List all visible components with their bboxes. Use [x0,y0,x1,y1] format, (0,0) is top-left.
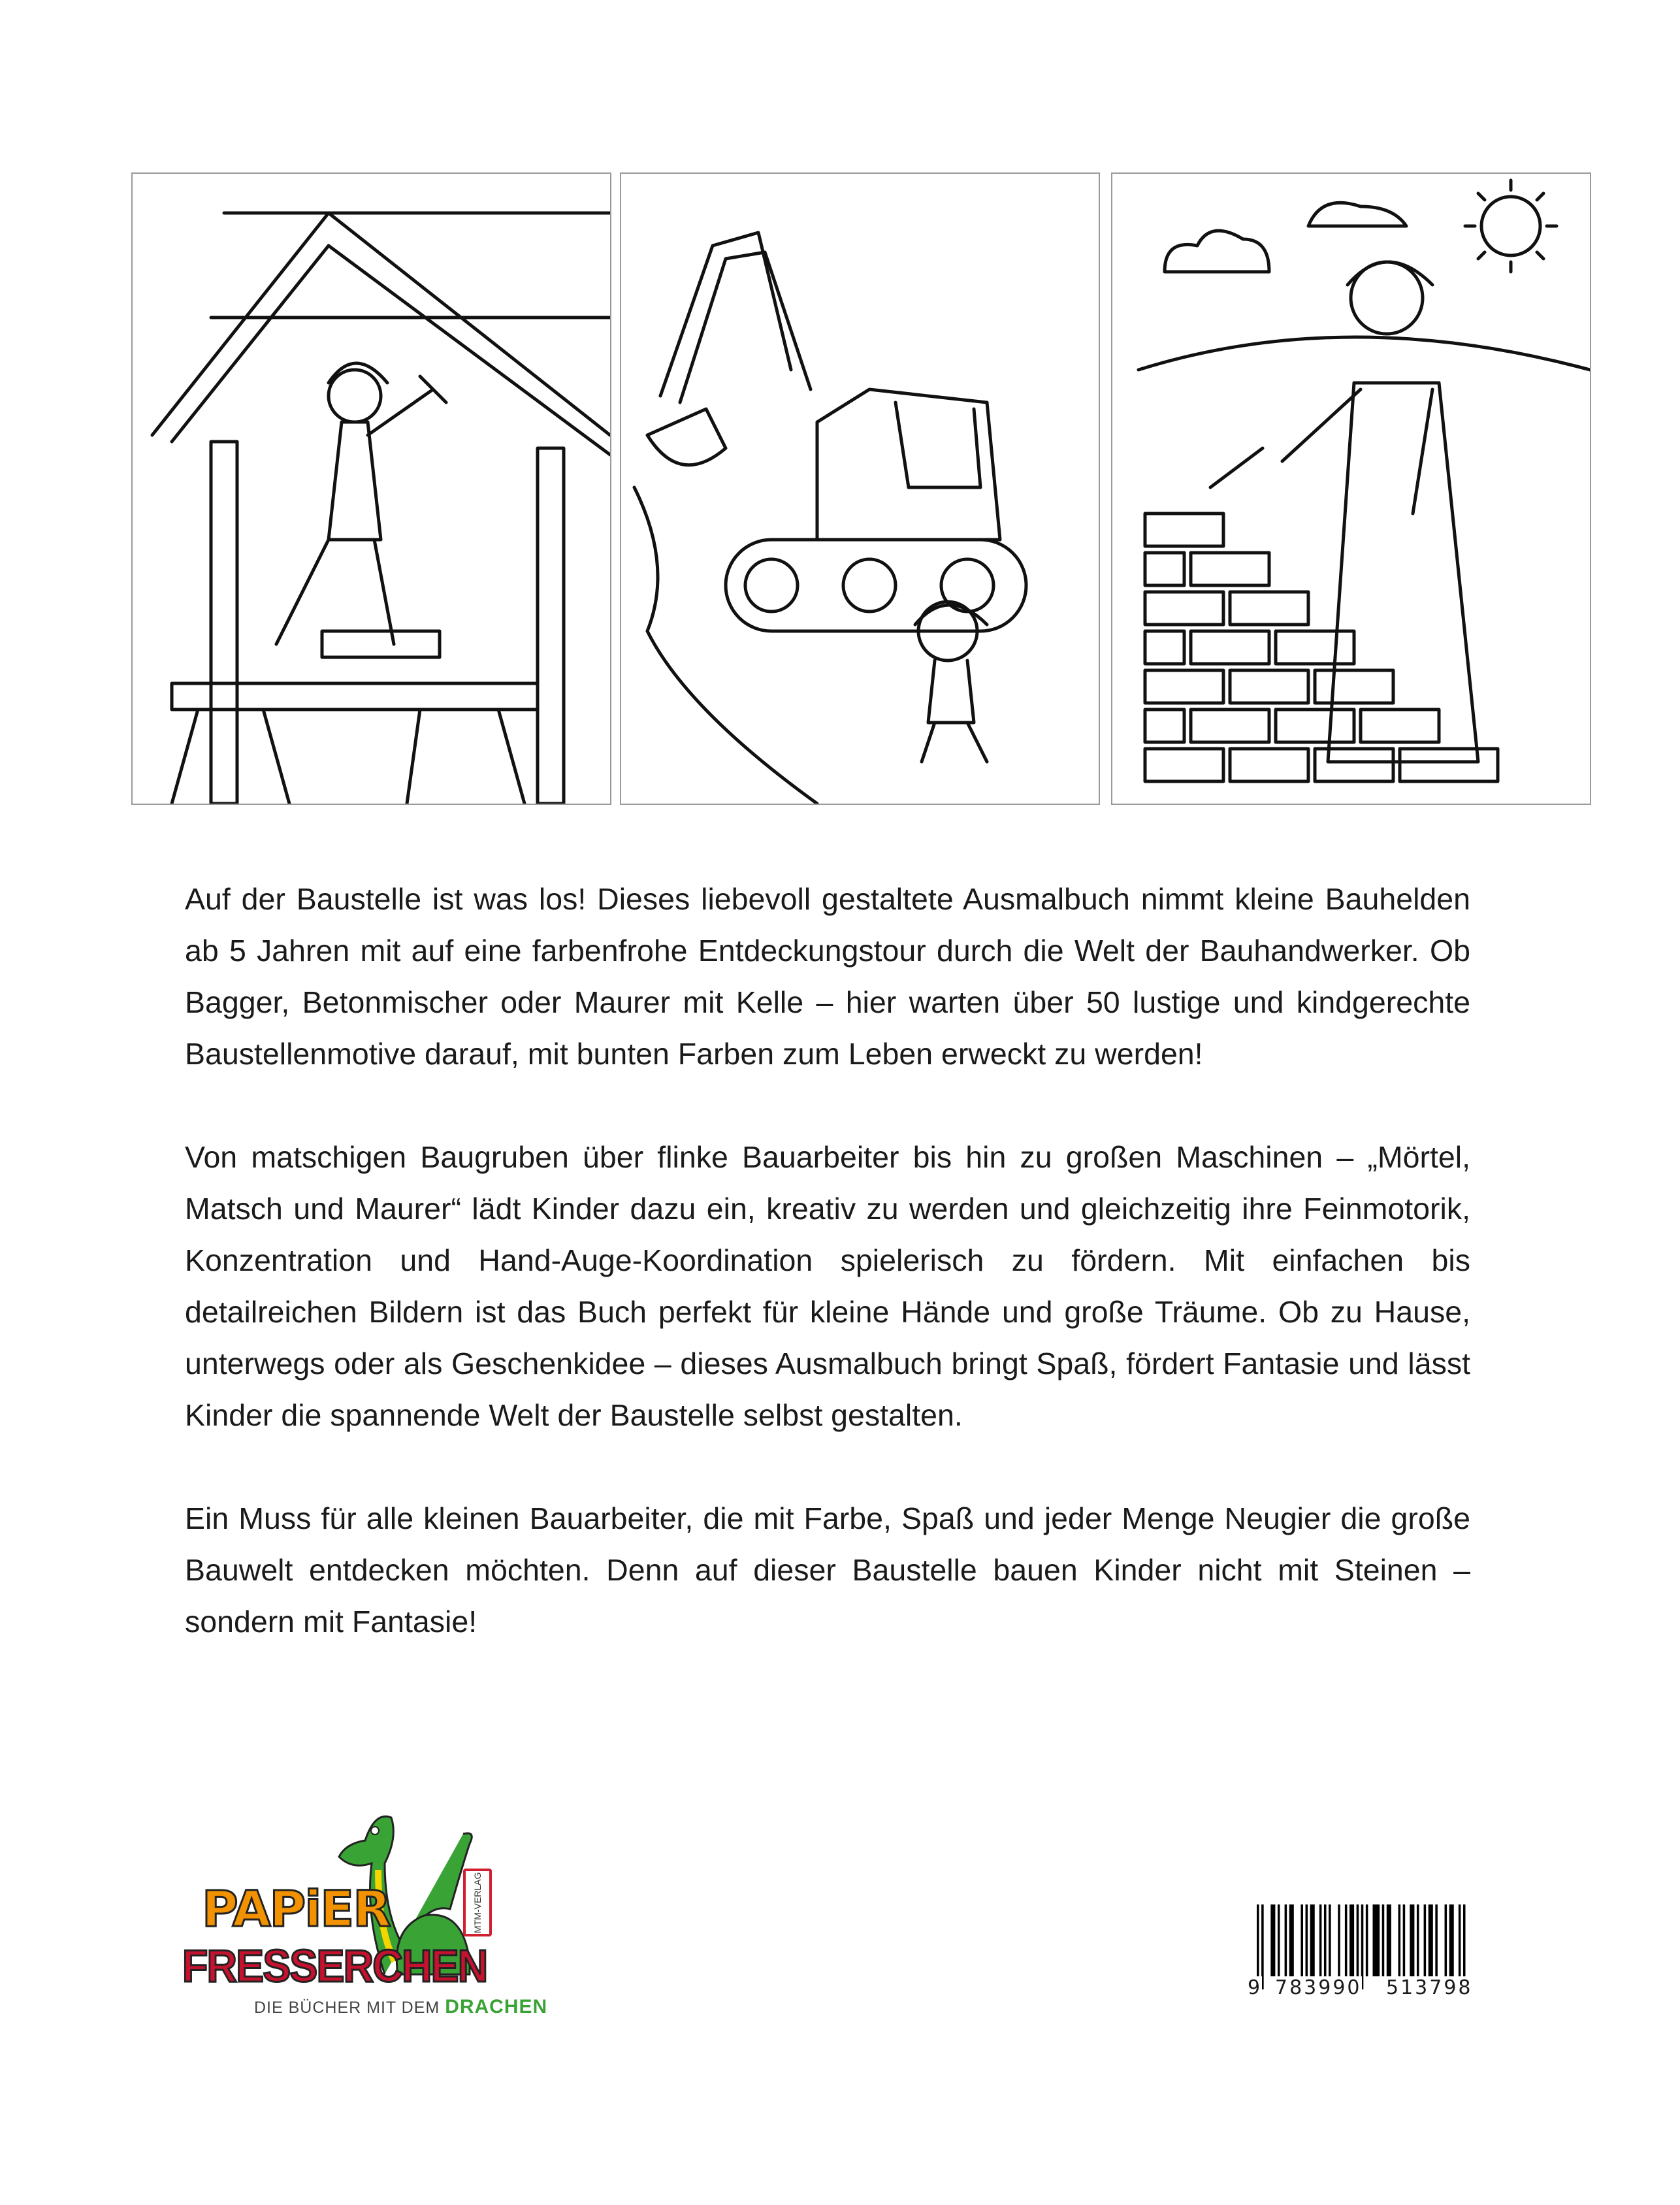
excavator-drawing [621,174,1099,804]
barcode-bar [1410,1904,1414,1976]
logo-tagline [254,1995,547,2019]
barcode-bar [1300,1904,1303,1976]
barcode-left-digits: 783990 [1275,1976,1362,1999]
tagline-highlight: DRACHEN [445,1996,548,2017]
illustration-excavator [620,172,1100,805]
description-paragraph: Von matschigen Baugruben über flinke Bauarbeiter bis hin zu großen Maschinen – „Mörtel, Matsch und Maurer“ lädt Kinder dazu ein, kreativ zu werden und gleichzeitig ihre Feinmotorik, Konzentration und Hand-Auge-Koordination spielerisch zu fördern. Mit einfachen bis detailreichen Bildern ist das Buch perfekt für kleine Hände und große Träume. Ob zu Hause, unterwegs oder als Geschenkidee – dieses Ausmalbuch bringt Spaß, fördert Fantasie und lässt Kinder die spannende Welt der Baustelle selbst gestalten. [185,1140,1470,1432]
barcode-bar [1285,1904,1287,1976]
barcode-bar [1429,1904,1433,1976]
description-paragraph: Ein Muss für alle kleinen Bauarbeiter, die mit Farbe, Spaß und jeder Menge Neugier die große Bauwelt entdecken möchten. Denn auf dieser Baustelle bauen Kinder nicht mit Steinen – sondern mit Fantasie! [185,1501,1470,1639]
barcode-bar [1382,1904,1385,1976]
illustration-bricklayer [1111,172,1591,805]
description-paragraph: Auf der Baustelle ist was los! Dieses liebevoll gestaltete Ausmalbuch nimmt kleine Bauhelden ab 5 Jahren mit auf eine farbenfrohe Entdeckungstour durch die Welt der Bauhandwerker. Ob Bagger, Betonmischer oder Maurer mit Kelle – hier warten über 50 lustige und kindgerechte Baustellenmotive darauf, mit bunten Farben zum Leben erweckt zu werden! [185,882,1470,1071]
isbn-barcode [1248,1898,1489,2002]
logo-stamp: MTM-VERLAG [463,1869,492,1936]
barcode-bar [1345,1904,1348,1976]
barcode-bar [1310,1904,1315,1976]
barcode-bar [1329,1904,1331,1976]
barcode-bar [1270,1904,1275,1976]
barcode-bar [1417,1904,1419,1976]
barcode-bar [1366,1904,1368,1976]
barcode-bar [1278,1904,1280,1976]
barcode-right-digits: 513798 [1386,1976,1473,1999]
barcode-bar [1319,1904,1322,1976]
publisher-logo [182,1785,548,2020]
barcode-bar [1289,1904,1294,1976]
logo-word-fresserchen: FRESSERCHEN [182,1940,487,1991]
barcode-bar [1324,1904,1327,1976]
tagline-text: DIE BÜCHER MIT DEM [254,1999,440,2017]
barcode-bars [1248,1898,1489,1989]
barcode-bar [1338,1904,1340,1976]
logo-word-papier: PAPiER [202,1880,390,1938]
barcode-bar [1449,1904,1454,1976]
barcode-bar [1306,1904,1308,1976]
barcode-bar [1445,1904,1447,1976]
barcode-bar [1424,1904,1427,1976]
barcode-lead-digit: 9 [1248,1976,1263,1999]
illustration-roofer [131,172,611,805]
barcode-bar [1398,1904,1401,1976]
barcode-bar [1435,1904,1438,1976]
description [185,874,1470,1699]
barcode-bar [1373,1904,1380,1976]
bricklayer-drawing [1112,174,1590,804]
barcode-bar [1387,1904,1391,1976]
brick-wall [1145,514,1498,781]
roofer-drawing [133,174,610,804]
barcode-bar [1403,1904,1406,1976]
